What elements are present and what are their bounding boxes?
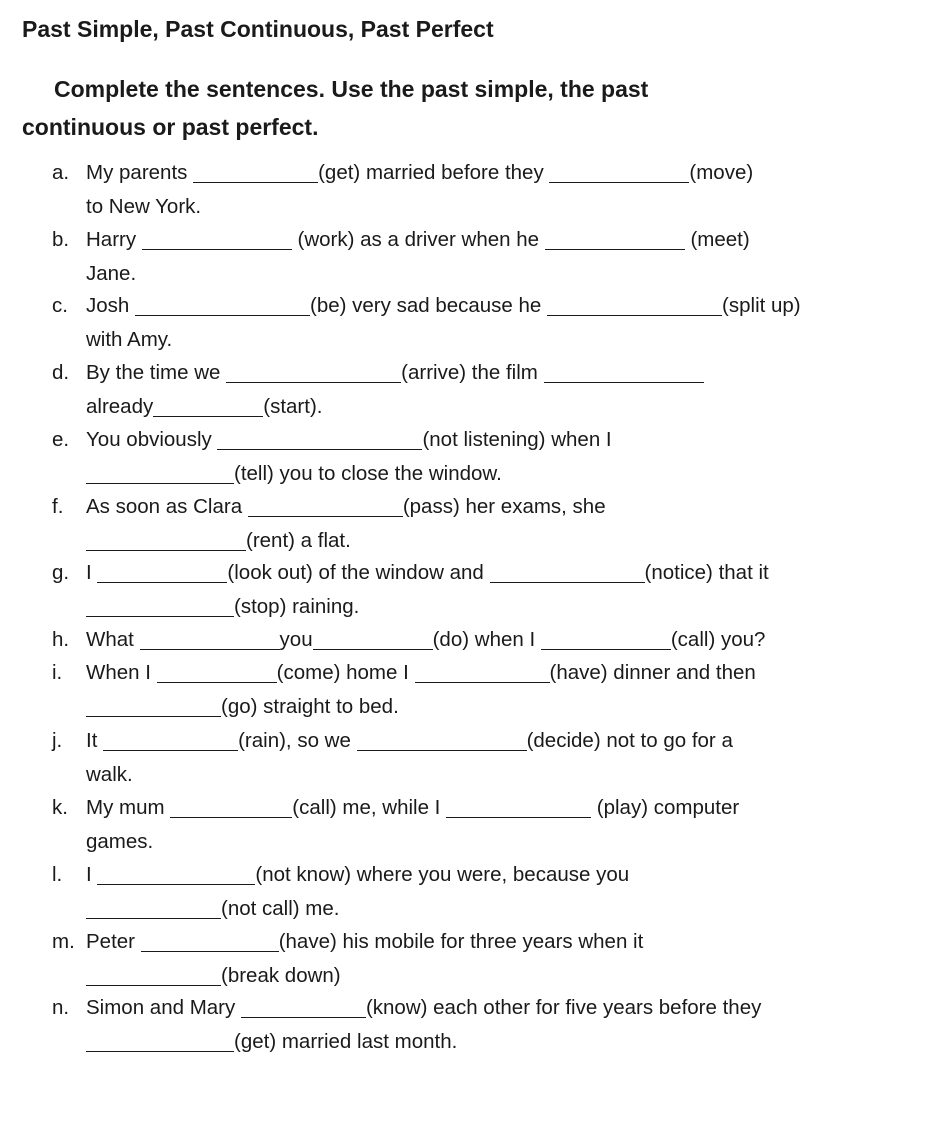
sentence-text: I xyxy=(86,863,98,886)
item-marker: c. xyxy=(52,294,68,317)
sentence-text: Simon and Mary xyxy=(86,996,241,1019)
answer-blank[interactable] xyxy=(226,360,401,383)
sentence-line xyxy=(86,793,739,823)
sentence-text: (not know) where you were, because you xyxy=(255,863,630,886)
sentence-text: (do) when I xyxy=(432,628,541,651)
sentence-text: My parents xyxy=(86,161,194,184)
sentence-line xyxy=(86,625,765,655)
sentence-line xyxy=(86,827,153,857)
sentence-line xyxy=(86,358,704,388)
item-marker: b. xyxy=(52,228,70,251)
answer-blank[interactable] xyxy=(541,627,671,650)
answer-blank[interactable] xyxy=(142,227,292,250)
answer-blank[interactable] xyxy=(248,494,403,517)
worksheet-title: Past Simple, Past Continuous, Past Perfect xyxy=(22,16,494,42)
sentence-text: Josh xyxy=(86,294,135,317)
sentence-line xyxy=(86,325,172,355)
answer-blank[interactable] xyxy=(217,427,422,450)
answer-blank[interactable] xyxy=(86,1029,234,1052)
answer-blank[interactable] xyxy=(547,293,722,316)
sentence-line xyxy=(86,192,201,222)
sentence-line xyxy=(86,993,761,1023)
sentence-text: Harry xyxy=(86,228,142,251)
answer-blank[interactable] xyxy=(97,862,255,885)
sentence-line xyxy=(86,492,606,522)
answer-blank[interactable] xyxy=(446,795,591,818)
sentence-text: games. xyxy=(86,829,154,853)
answer-blank[interactable] xyxy=(545,227,685,250)
answer-blank[interactable] xyxy=(86,896,221,919)
sentence-text: Peter xyxy=(86,930,141,953)
sentence-text: (work) as a driver when he xyxy=(291,228,545,251)
sentence-text: (come) home I xyxy=(276,661,415,684)
item-marker: a. xyxy=(52,161,70,184)
instructions-line-1: Complete the sentences. Use the past simple, the past xyxy=(54,76,649,102)
sentence-line xyxy=(86,592,359,622)
sentence-line xyxy=(86,658,756,688)
answer-blank[interactable] xyxy=(103,728,238,751)
sentence-text: It xyxy=(86,729,104,752)
answer-blank[interactable] xyxy=(86,528,246,551)
sentence-text: (be) very sad because he xyxy=(310,294,548,317)
sentence-text: (play) computer xyxy=(591,796,740,819)
item-marker: l. xyxy=(52,863,63,886)
sentence-text: (tell) you to close the window. xyxy=(234,461,502,485)
sentence-line xyxy=(86,259,136,289)
sentence-line xyxy=(86,894,339,924)
sentence-text: (get) married before they xyxy=(318,161,550,184)
answer-blank[interactable] xyxy=(241,995,366,1018)
sentence-text: (rain), so we xyxy=(238,729,357,752)
sentence-line xyxy=(86,760,133,790)
sentence-line xyxy=(86,961,341,991)
answer-blank[interactable] xyxy=(313,627,433,650)
answer-blank[interactable] xyxy=(357,728,527,751)
answer-blank[interactable] xyxy=(193,160,318,183)
answer-blank[interactable] xyxy=(170,795,292,818)
sentence-text: You obviously xyxy=(86,428,218,451)
sentence-text: (move) xyxy=(689,161,754,184)
answer-blank[interactable] xyxy=(544,360,704,383)
sentence-line xyxy=(86,425,612,455)
answer-blank[interactable] xyxy=(141,929,279,952)
item-marker: f. xyxy=(52,495,64,518)
sentence-text: What xyxy=(86,628,140,651)
answer-blank[interactable] xyxy=(153,394,263,417)
item-marker: j. xyxy=(52,729,63,752)
sentence-text: walk. xyxy=(86,762,133,786)
sentence-line xyxy=(86,860,629,890)
sentence-line xyxy=(86,927,643,957)
item-marker: e. xyxy=(52,428,70,451)
sentence-text: (have) his mobile for three years when it xyxy=(278,930,644,953)
sentence-text: When I xyxy=(86,661,157,684)
sentence-text: (call) you? xyxy=(670,628,766,651)
sentence-line xyxy=(86,291,801,321)
answer-blank[interactable] xyxy=(549,160,689,183)
sentence-text: with Amy. xyxy=(86,327,173,351)
answer-blank[interactable] xyxy=(140,627,280,650)
answer-blank[interactable] xyxy=(490,560,645,583)
sentence-text: (decide) not to go for a xyxy=(526,729,733,752)
sentence-line xyxy=(86,558,769,588)
sentence-line xyxy=(86,158,753,188)
answer-blank[interactable] xyxy=(86,694,221,717)
sentence-text: (not listening) when I xyxy=(422,428,612,451)
sentence-text: (have) dinner and then xyxy=(549,661,756,684)
sentence-text: (start). xyxy=(263,394,323,418)
sentence-line xyxy=(86,726,733,756)
sentence-text: (stop) raining. xyxy=(234,594,360,618)
sentence-text: (get) married last month. xyxy=(234,1029,458,1053)
sentence-text: you xyxy=(279,628,313,651)
sentence-line xyxy=(86,526,351,556)
sentence-text: (call) me, while I xyxy=(292,796,447,819)
sentence-text: Jane. xyxy=(86,261,137,285)
item-marker: d. xyxy=(52,361,70,384)
answer-blank[interactable] xyxy=(97,560,227,583)
sentence-text: (look out) of the window and xyxy=(227,561,490,584)
sentence-text: (not call) me. xyxy=(221,896,340,920)
sentence-text: (go) straight to bed. xyxy=(221,694,399,718)
item-marker: k. xyxy=(52,796,68,819)
sentence-line xyxy=(86,692,399,722)
sentence-text: (meet) xyxy=(684,228,750,251)
sentence-line xyxy=(86,392,322,422)
sentence-text: (break down) xyxy=(221,963,341,987)
item-marker: n. xyxy=(52,996,70,1019)
sentence-text: (pass) her exams, she xyxy=(402,495,606,518)
sentence-text: (rent) a flat. xyxy=(246,528,351,552)
item-marker: i. xyxy=(52,661,63,684)
item-marker: g. xyxy=(52,561,70,584)
sentence-text: (split up) xyxy=(722,294,801,317)
sentence-line xyxy=(86,225,750,255)
answer-blank[interactable] xyxy=(415,660,550,683)
sentence-text: I xyxy=(86,561,98,584)
sentence-text: (notice) that it xyxy=(644,561,769,584)
sentence-text: By the time we xyxy=(86,361,227,384)
sentence-line xyxy=(86,459,502,489)
answer-blank[interactable] xyxy=(86,963,221,986)
item-marker: m. xyxy=(52,930,75,953)
answer-blank[interactable] xyxy=(86,594,234,617)
item-marker: h. xyxy=(52,628,70,651)
sentence-line xyxy=(86,1027,457,1057)
answer-blank[interactable] xyxy=(135,293,310,316)
sentence-text: already xyxy=(86,394,154,418)
instructions-line-2: continuous or past perfect. xyxy=(22,114,319,140)
sentence-text: As soon as Clara xyxy=(86,495,248,518)
answer-blank[interactable] xyxy=(157,660,277,683)
sentence-text: (arrive) the film xyxy=(401,361,544,384)
sentence-text: (know) each other for five years before they xyxy=(365,996,762,1019)
sentence-text: to New York. xyxy=(86,194,202,218)
sentence-text: My mum xyxy=(86,796,171,819)
answer-blank[interactable] xyxy=(86,461,234,484)
